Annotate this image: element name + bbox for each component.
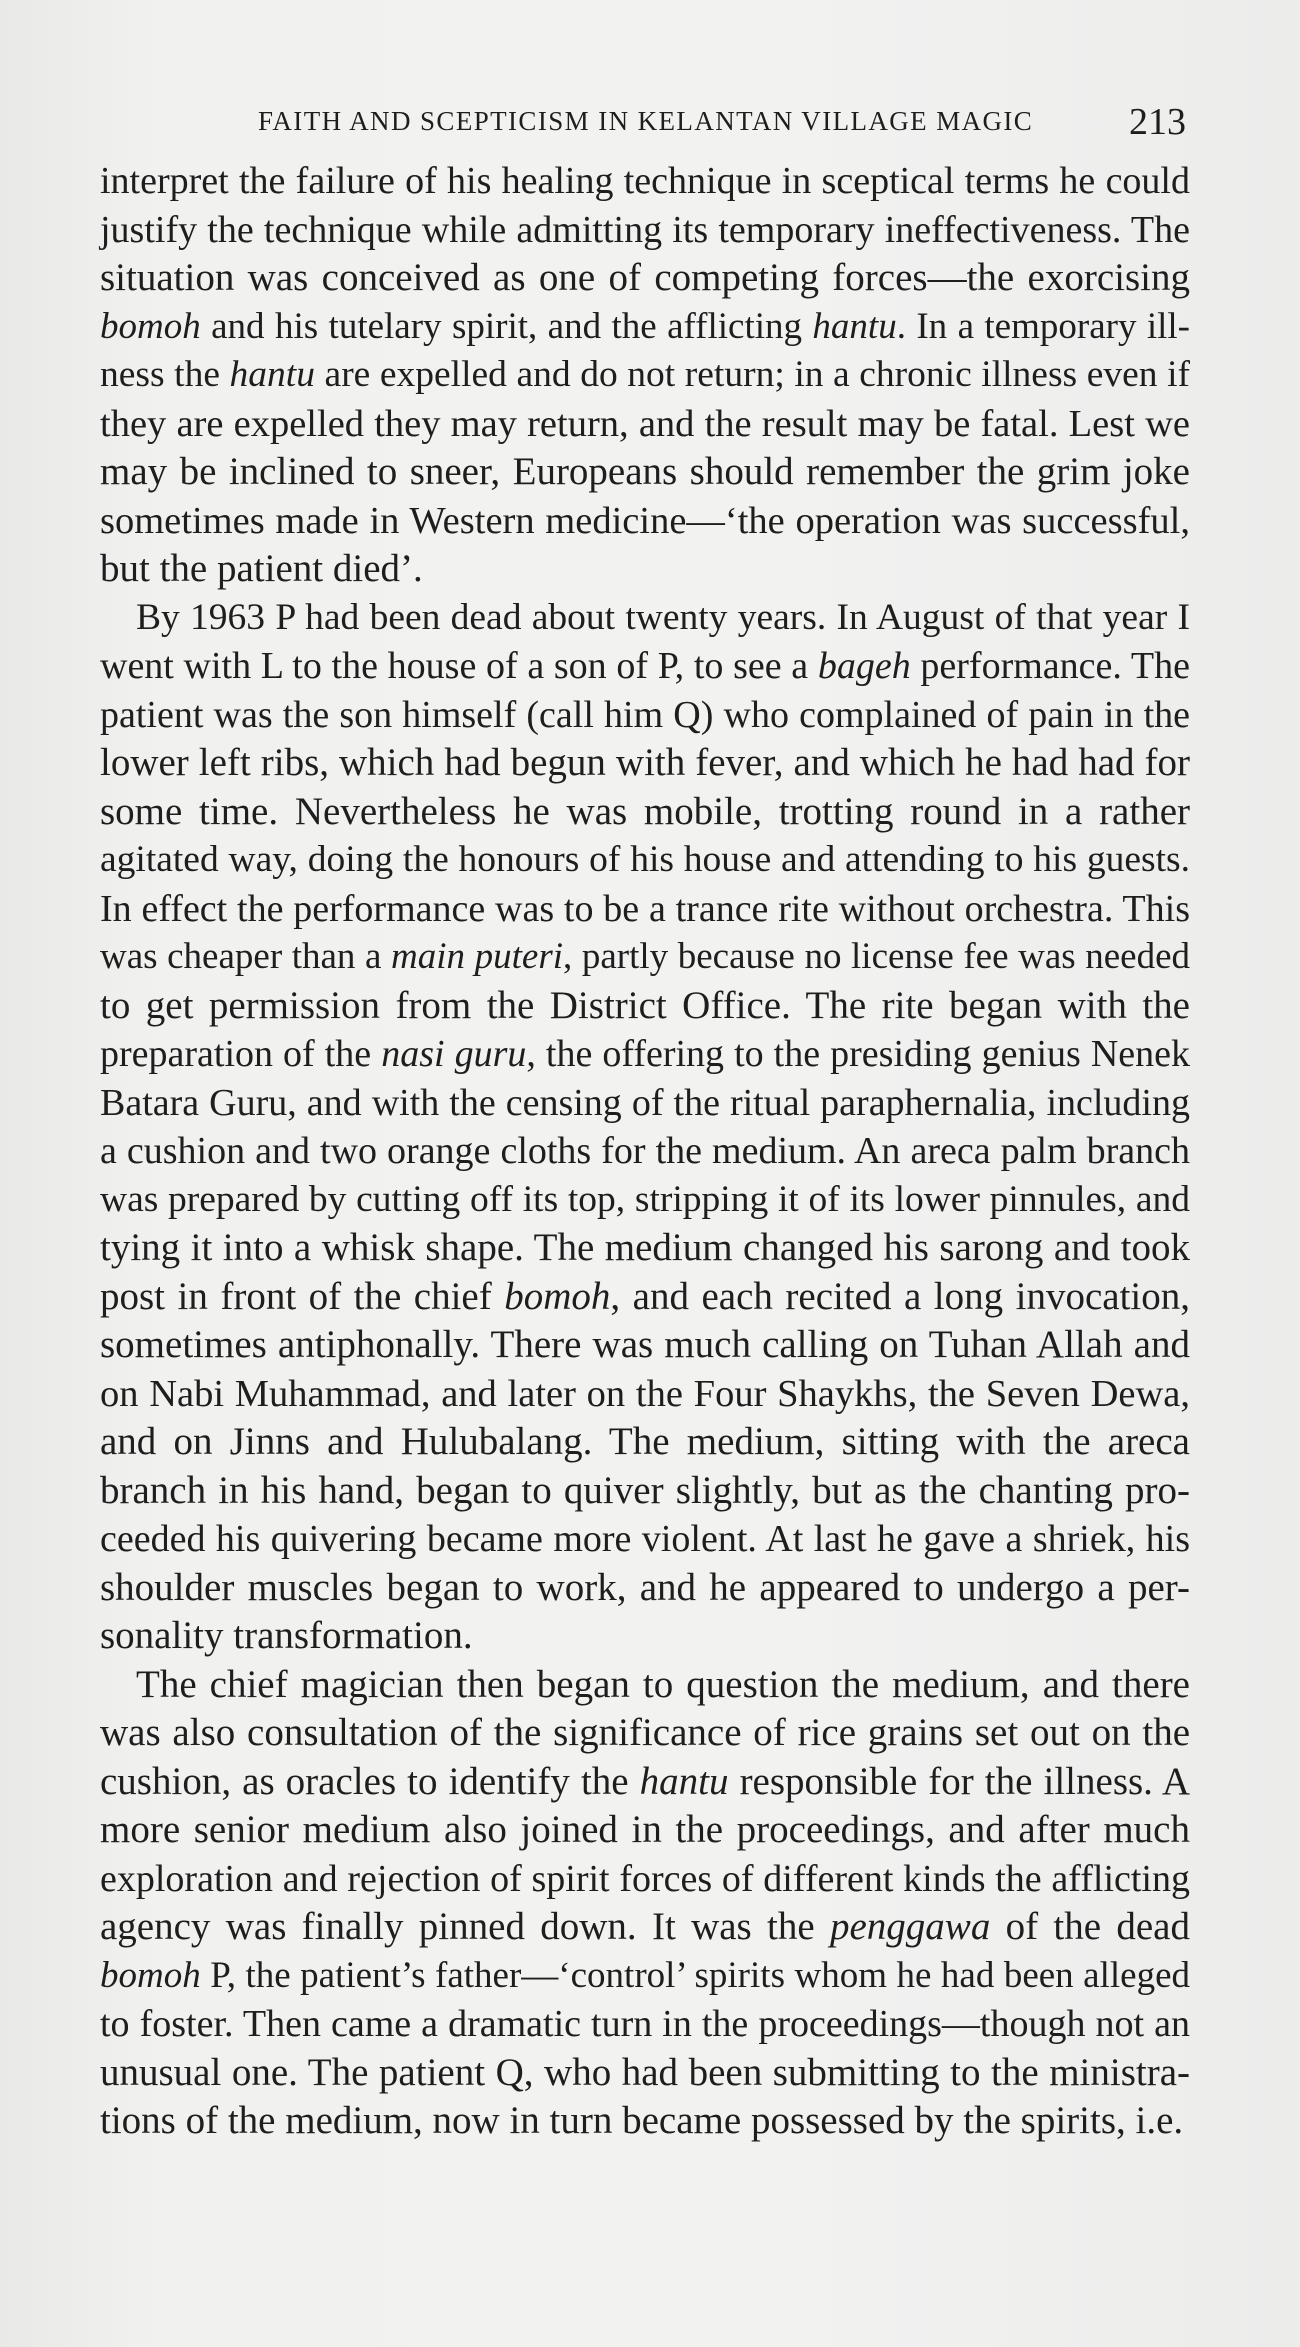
italic-term: hantu xyxy=(639,1759,729,1803)
text-line xyxy=(100,788,1190,837)
text-line xyxy=(100,691,1190,740)
text-run: agency was finally pinned down. It was the xyxy=(100,1905,830,1948)
text-line xyxy=(100,1030,1190,1079)
text-run: was prepared by cutting off its top, stripping it of its lower pinnules, and xyxy=(100,1178,1190,1220)
text-line xyxy=(100,1079,1190,1128)
text-run: , the offering to the presiding genius Nenek xyxy=(526,1033,1190,1075)
text-run: preparation of the xyxy=(100,1033,382,1075)
text-line xyxy=(100,2097,1190,2146)
text-line xyxy=(100,1224,1190,1273)
text-run: but the patient died’. xyxy=(100,547,423,590)
text-run: sometimes antiphonally. There was much calling on Tuhan Allah and xyxy=(100,1323,1190,1366)
text-line xyxy=(100,1661,1190,1710)
text-line xyxy=(100,157,1190,206)
text-run: post in front of the chief xyxy=(100,1274,505,1318)
text-line xyxy=(100,1370,1190,1419)
text-run: more senior medium also joined in the proceedings, and after much xyxy=(100,1808,1190,1851)
text-line xyxy=(100,1903,1190,1952)
text-run: situation was conceived as one of competing forces—the exorcising xyxy=(100,256,1190,299)
text-line xyxy=(100,594,1190,643)
text-line xyxy=(100,836,1190,885)
text-run: exploration and rejection of spirit forces of different kinds the afflicting xyxy=(100,1857,1190,1900)
text-line xyxy=(100,1612,1190,1661)
text-line xyxy=(100,1127,1190,1176)
text-run: responsible for the illness. A xyxy=(728,1759,1190,1803)
text-run: and his tutelary spirit, and the afflicting xyxy=(200,305,813,347)
text-run: to foster. Then came a dramatic turn in the proceedings—though not an xyxy=(100,2003,1190,2045)
text-run: interpret the failure of his healing technique in sceptical terms he could xyxy=(100,160,1190,202)
text-run: , and each recited a long invocation, xyxy=(610,1274,1190,1318)
body-text xyxy=(100,157,1190,2146)
text-line xyxy=(100,1758,1190,1807)
text-line xyxy=(100,1515,1190,1564)
text-line xyxy=(100,206,1190,255)
text-run: justify the technique while admitting its temporary ineffectiveness. The xyxy=(100,208,1190,251)
text-line xyxy=(100,1855,1190,1904)
text-run: unusual one. The patient Q, who had been submitting to the ministra- xyxy=(100,2050,1190,2094)
text-line xyxy=(100,885,1190,934)
text-run: may be inclined to sneer, Europeans should remember the grim joke xyxy=(100,450,1190,493)
text-run: branch in his hand, began to quiver slightly, but as the chanting pro- xyxy=(100,1468,1190,1512)
text-line xyxy=(100,400,1190,449)
text-run: agitated way, doing the honours of his house and attending to his guests. xyxy=(100,839,1190,880)
text-run: and on Jinns and Hulubalang. The medium, sitting with the areca xyxy=(100,1420,1190,1463)
running-head xyxy=(258,100,1186,144)
text-run: cushion, as oracles to identify the xyxy=(100,1759,640,1803)
italic-term: main puteri xyxy=(391,936,564,977)
text-run: patient was the son himself (call him Q) who complained of pain in the xyxy=(100,693,1190,736)
text-run: was also consultation of the significance of rice grains set out on the xyxy=(100,1711,1190,1754)
text-line xyxy=(100,254,1190,303)
italic-term: nasi guru xyxy=(381,1033,527,1075)
text-line xyxy=(100,1273,1190,1322)
text-run: some time. Nevertheless he was mobile, trotting round in a rather xyxy=(100,789,1190,833)
italic-term: bomoh xyxy=(504,1274,611,1318)
text-line xyxy=(100,1806,1190,1855)
text-run: tying it into a whisk shape. The medium changed his sarong and took xyxy=(100,1226,1190,1269)
text-line xyxy=(100,1709,1190,1758)
text-run: , partly because no license fee was needed xyxy=(563,936,1191,977)
italic-term: bageh xyxy=(817,645,911,687)
text-run: was cheaper than a xyxy=(100,936,392,977)
paragraph xyxy=(100,1661,1190,2146)
italic-term: hantu xyxy=(812,305,897,347)
text-line xyxy=(100,303,1190,352)
italic-term: hantu xyxy=(229,354,315,395)
text-line xyxy=(100,351,1190,400)
text-run: The chief magician then began to question the medium, and there xyxy=(136,1662,1190,1706)
text-run: . In a temporary ill- xyxy=(896,305,1191,347)
running-head-title: FAITH AND SCEPTICISM IN KELANTAN VILLAGE MAGIC xyxy=(258,106,1034,136)
text-line xyxy=(100,545,1190,594)
text-line xyxy=(100,1321,1190,1370)
text-line xyxy=(100,2000,1190,2049)
text-line xyxy=(100,448,1190,497)
text-line xyxy=(100,1176,1190,1225)
text-run: of the dead xyxy=(990,1905,1190,1948)
text-run: sometimes made in Western medicine—‘the operation was successful, xyxy=(100,499,1190,542)
text-run: a cushion and two orange cloths for the medium. An areca palm branch xyxy=(100,1130,1190,1172)
page-number: 213 xyxy=(1129,101,1186,143)
text-run: went with L to the house of a son of P, to see a xyxy=(100,645,818,687)
text-run: tions of the medium, now in turn became possessed by the spirits, i.e. xyxy=(100,2099,1184,2142)
italic-term: bomoh xyxy=(100,305,201,347)
text-run: on Nabi Muhammad, and later on the Four Shaykhs, the Seven Dewa, xyxy=(100,1372,1190,1415)
paragraph xyxy=(100,594,1190,1661)
italic-term: bomoh xyxy=(100,1954,201,1996)
paragraph xyxy=(100,157,1190,594)
italic-term: penggawa xyxy=(830,1905,991,1948)
text-line xyxy=(100,1952,1190,2001)
text-run: P, the patient’s father—‘control’ spirits whom he had been alleged xyxy=(200,1954,1190,1996)
text-line xyxy=(100,497,1190,546)
text-line xyxy=(100,1418,1190,1467)
text-line xyxy=(100,2049,1190,2098)
text-run: In effect the performance was to be a trance rite without orchestra. This xyxy=(100,887,1190,930)
text-line xyxy=(100,642,1190,691)
text-run: they are expelled they may return, and the result may be fatal. Lest we xyxy=(100,402,1190,445)
text-line xyxy=(100,1467,1190,1516)
text-run: Batara Guru, and with the censing of the ritual paraphernalia, including xyxy=(100,1081,1190,1124)
text-run: are expelled and do not return; in a chronic illness even if xyxy=(314,354,1190,395)
text-run: sonality transformation. xyxy=(100,1614,473,1657)
text-run: ness the xyxy=(100,354,230,395)
text-line xyxy=(100,933,1190,982)
text-run: ceeded his quivering became more violent. At last he gave a shriek, his xyxy=(100,1518,1190,1560)
text-run: shoulder muscles began to work, and he appeared to undergo a per- xyxy=(100,1565,1190,1609)
text-run: By 1963 P had been dead about twenty years. In August of that year I xyxy=(136,596,1190,638)
text-run: to get permission from the District Office. The rite began with the xyxy=(100,983,1190,1027)
text-line xyxy=(100,982,1190,1031)
text-run: lower left ribs, which had begun with fever, and which he had had for xyxy=(100,741,1190,784)
text-run: performance. The xyxy=(910,645,1190,687)
text-line xyxy=(100,1564,1190,1613)
text-line xyxy=(100,739,1190,788)
